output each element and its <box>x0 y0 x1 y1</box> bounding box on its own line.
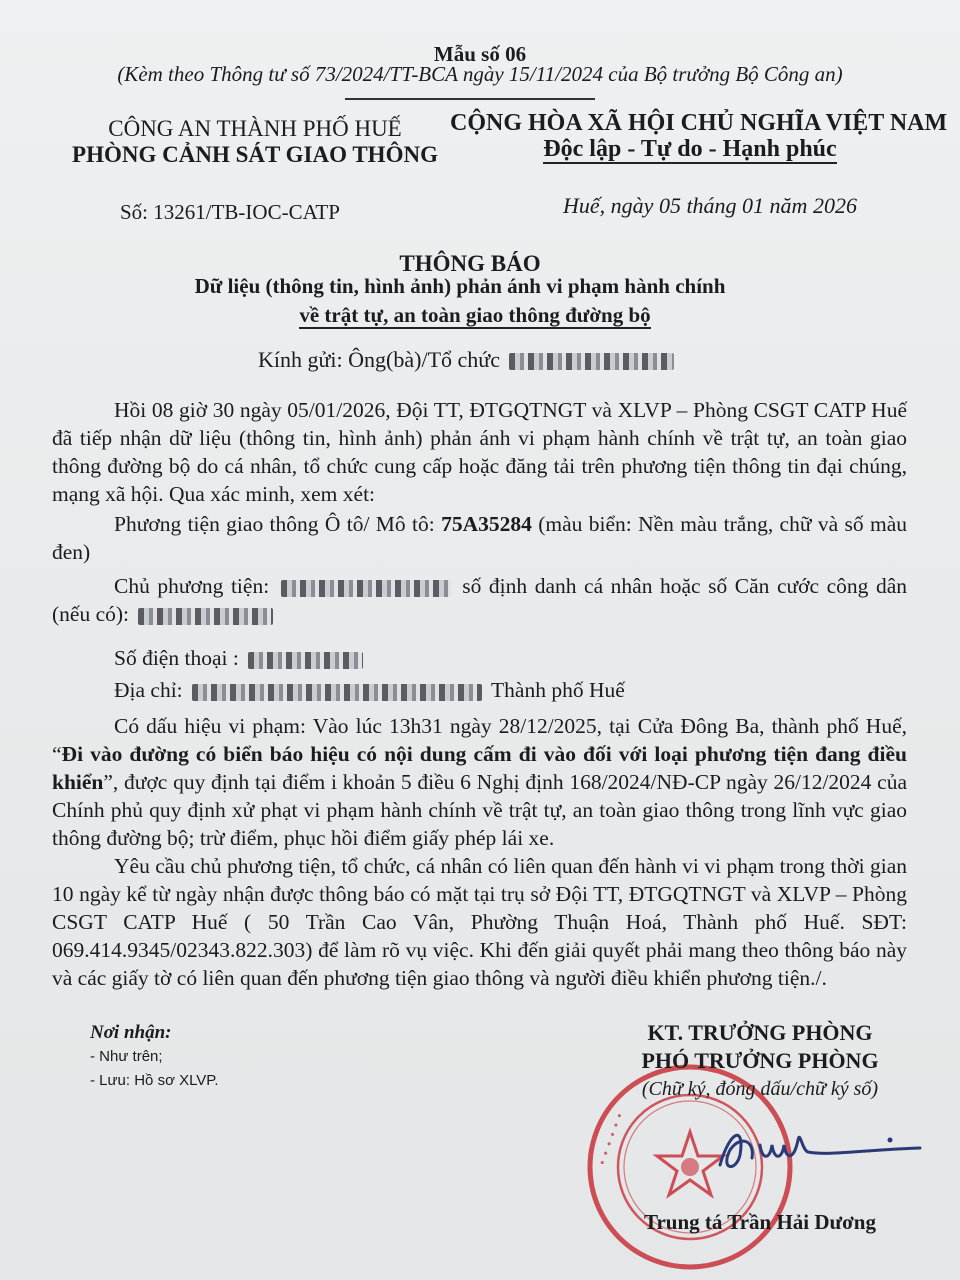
phone-paragraph: Số điện thoại : <box>52 644 907 672</box>
svg-text:• • • • • •: • • • • • • <box>595 1110 628 1169</box>
redacted-owner-name <box>281 580 451 597</box>
redacted-address <box>192 684 482 701</box>
signature-title-1: KT. TRƯỞNG PHÒNG <box>647 1020 873 1045</box>
signer-name: Trung tá Trần Hải Dương <box>644 1210 876 1234</box>
vehicle-paragraph: Phương tiện giao thông Ô tô/ Mô tô: 75A35284 (màu biển: Nền màu trắng, chữ và số màu đen) <box>52 512 907 564</box>
signature-note: (Chữ ký, đóng dấu/chữ ký số) <box>641 1078 879 1100</box>
owner-paragraph: Chủ phương tiện: số định danh cá nhân hoặc số Căn cước công dân (nếu có): <box>52 574 908 626</box>
document-subtitle-2: về trật tự, an toàn giao thông đường bộ <box>299 303 651 327</box>
intro-paragraph: Hồi 08 giờ 30 ngày 05/01/2026, Đội TT, ĐTGQTNGT và XLVP – Phòng CSGT CATP Huế đã tiếp nhận dữ liệu (thông tin, hình ảnh) phản ánh vi phạm hành chính về trật tự, an toàn giao thông đường bộ do cá nhân, tổ chức cung cấp hoặc đăng tải trên phương tiện thông tin đại chúng, mạng xã hội. Qua xác minh, xem xét: <box>52 398 907 506</box>
violation-description: Đi vào đường có biển báo hiệu có nội dung cấm đi vào đối với loại phương tiện đang điều khiển <box>52 742 907 794</box>
signature-mark <box>700 1110 930 1190</box>
department-name: PHÒNG CẢNH SÁT GIAO THÔNG <box>72 142 438 167</box>
document-date: Huế, ngày 05 tháng 01 năm 2026 <box>563 193 857 218</box>
national-motto: Độc lập - Tự do - Hạnh phúc <box>543 136 837 162</box>
document-title: THÔNG BÁO <box>399 251 541 276</box>
signature-title-2: PHÓ TRƯỞNG PHÒNG <box>641 1048 879 1073</box>
divider <box>345 98 595 100</box>
license-plate: 75A35284 <box>441 512 532 536</box>
form-attachment-note: (Kèm theo Thông tư số 73/2024/TT-BCA ngày 15/11/2024 của Bộ trưởng Bộ Công an) <box>117 62 843 86</box>
recipients-item: - Lưu: Hồ sơ XLVP. <box>90 1072 219 1089</box>
recipients-item: - Như trên; <box>90 1048 163 1065</box>
recipient-label: Kính gửi: Ông(bà)/Tổ chức <box>258 347 500 372</box>
recipient-line <box>258 347 678 373</box>
document-subtitle-1: Dữ liệu (thông tin, hình ảnh) phản ánh vi phạm hành chính <box>194 274 726 298</box>
recipients-heading: Nơi nhận: <box>90 1022 172 1043</box>
redacted-phone <box>248 652 363 669</box>
violation-paragraph: Có dấu hiệu vi phạm: Vào lúc 13h31 ngày 28/12/2025, tại Cửa Đông Ba, thành phố Huế, “Đi vào đường có biển báo hiệu có nội dung cấm đi vào đối với loại phương tiện đang điều khiển”, được quy định tại điểm i khoản 5 điều 6 Nghị định 168/2024/NĐ-CP ngày 26/12/2024 của Chính phủ quy định xử phạt vi phạm hành chính về trật tự, an toàn giao thông trong lĩnh vực giao thông đường bộ; trừ điểm, phục hồi điểm giấy phép lái xe. <box>52 714 907 850</box>
national-title: CỘNG HÒA XÃ HỘI CHỦ NGHĨA VIỆT NAM <box>450 110 948 136</box>
redacted-id-number <box>138 608 273 625</box>
form-number: Mẫu số 06 <box>433 42 527 66</box>
address-paragraph: Địa chỉ: Thành phố Huế <box>114 678 625 702</box>
redacted-recipient <box>509 353 674 370</box>
agency-name: CÔNG AN THÀNH PHỐ HUẾ <box>108 116 402 141</box>
request-paragraph: Yêu cầu chủ phương tiện, tổ chức, cá nhân có liên quan đến hành vi vi phạm trong thời gian 10 ngày kể từ ngày nhận được thông báo có mặt tại trụ sở Đội TT, ĐTGQTNGT và XLVP – Phòng CSGT CATP Huế ( 50 Trần Cao Vân, Phường Thuận Hoá, Thành phố Huế. SĐT: 069.414.9345/02343.822.303) để làm rõ vụ việc. Khi đến giải quyết phải mang theo thông báo này và các giấy tờ có liên quan đến phương tiện giao thông và người điều khiển phương tiện./. <box>52 854 907 990</box>
document-number: Số: 13261/TB-IOC-CATP <box>120 200 340 224</box>
